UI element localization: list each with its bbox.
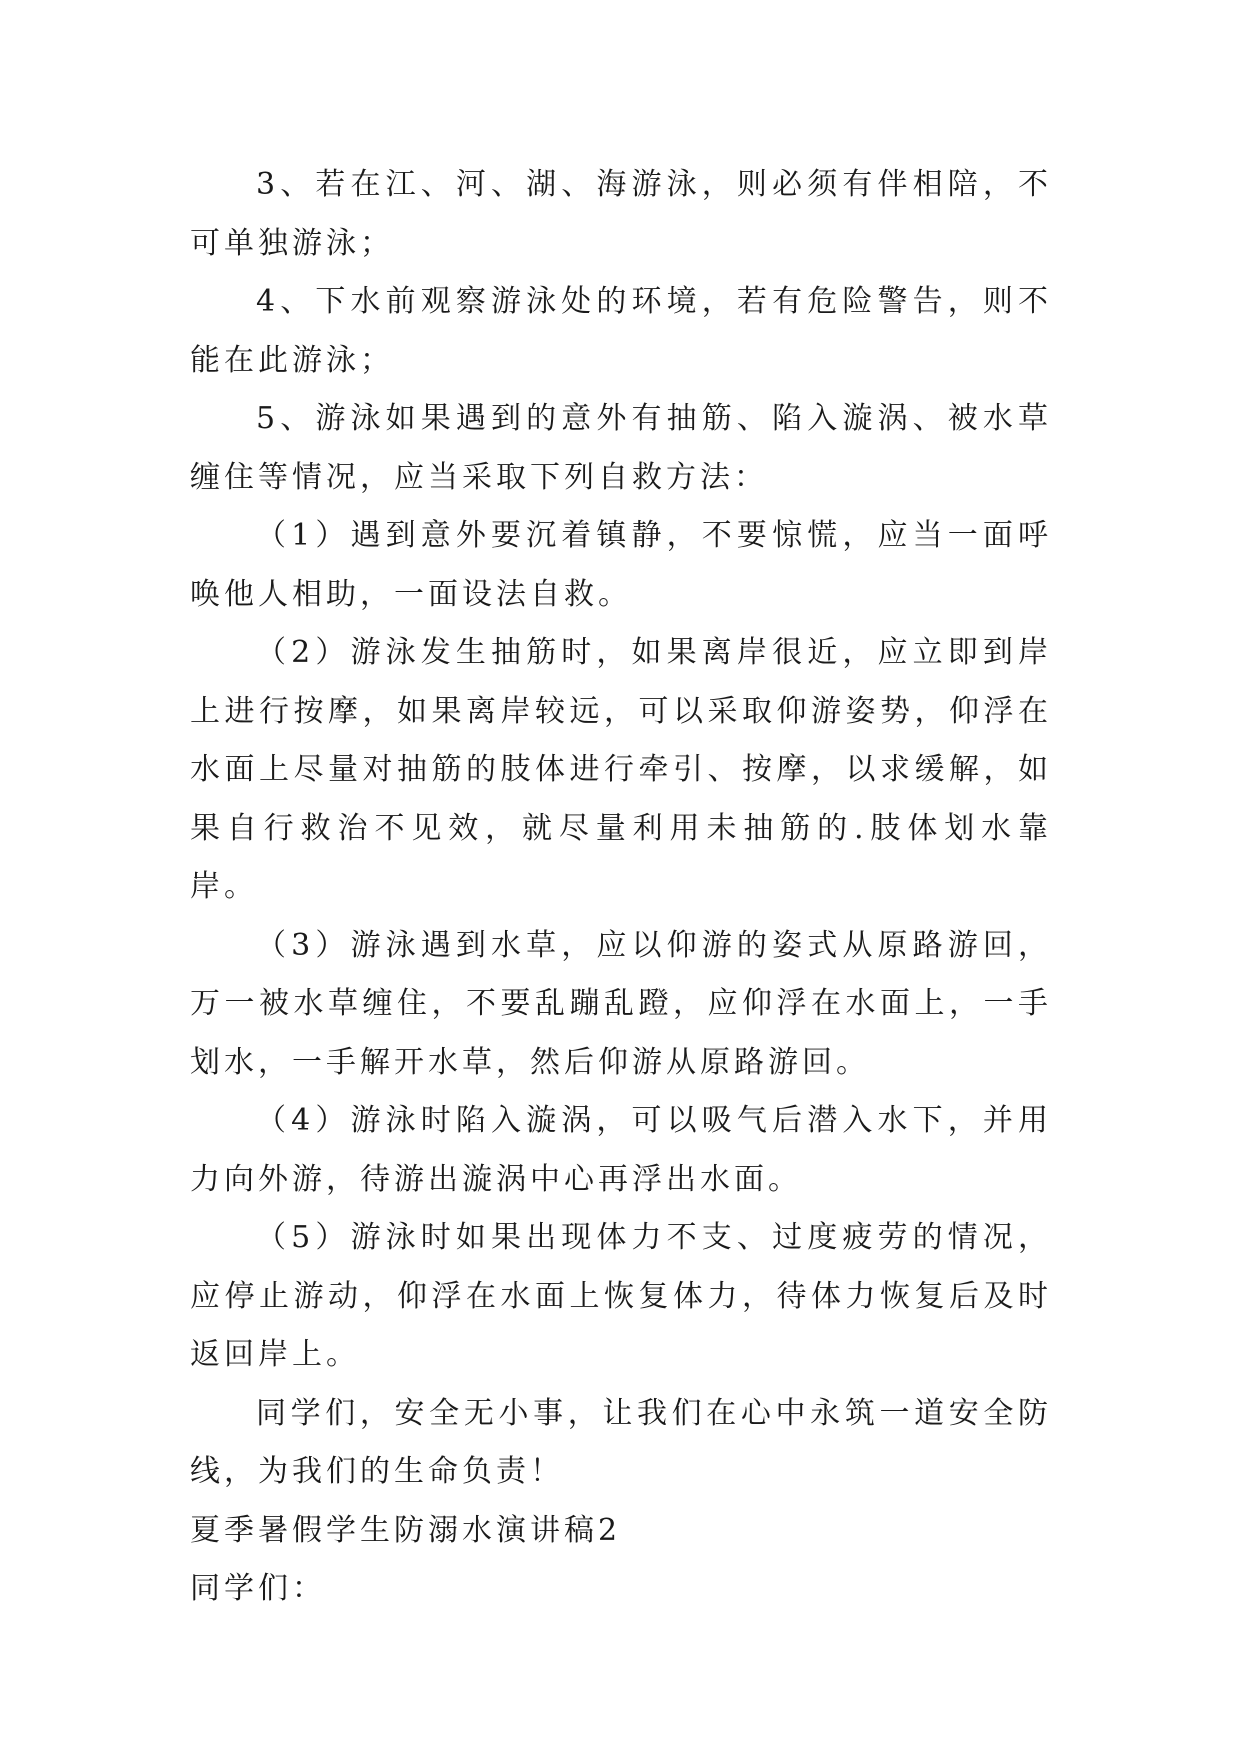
paragraph-subitem-4: （4）游泳时陷入漩涡，可以吸气后潜入水下，并用力向外游，待游出漩涡中心再浮出水面。	[190, 1103, 1052, 1197]
paragraph-item-5: 5、游泳如果遇到的意外有抽筋、陷入漩涡、被水草缠住等情况，应当采取下列自救方法：	[190, 401, 1052, 495]
paragraph-subitem-3: （3）游泳遇到水草，应以仰游的姿式从原路游回，万一被水草缠住，不要乱蹦乱蹬，应仰浮在水面上，一手划水，一手解开水草，然后仰游从原路游回。	[190, 927, 1052, 1080]
paragraph-item-3: 3、若在江、河、湖、海游泳，则必须有伴相陪，不可单独游泳；	[190, 167, 1052, 261]
section-title: 夏季暑假学生防溺水演讲稿2	[190, 1512, 622, 1548]
paragraph-item-4: 4、下水前观察游泳处的环境，若有危险警告，则不能在此游泳；	[190, 284, 1052, 378]
salutation: 同学们：	[190, 1571, 326, 1606]
document-body	[190, 156, 1052, 1619]
paragraph-subitem-5: （5）游泳时如果出现体力不支、过度疲劳的情况，应停止游动，仰浮在水面上恢复体力，待体力恢复后及时返回岸上。	[190, 1220, 1052, 1372]
closing-paragraph: 同学们，安全无小事，让我们在心中永筑一道安全防线，为我们的生命负责！	[190, 1395, 1052, 1489]
paragraph-subitem-1: （1）遇到意外要沉着镇静，不要惊慌，应当一面呼唤他人相助，一面设法自救。	[190, 518, 1052, 612]
paragraph-subitem-2: （2）游泳发生抽筋时，如果离岸很近，应立即到岸上进行按摩，如果离岸较远，可以采取仰游姿势，仰浮在水面上尽量对抽筋的肢体进行牵引、按摩，以求缓解，如果自行救治不见效，就尽量利用未抽筋的.肢体划水靠岸。	[190, 635, 1052, 904]
